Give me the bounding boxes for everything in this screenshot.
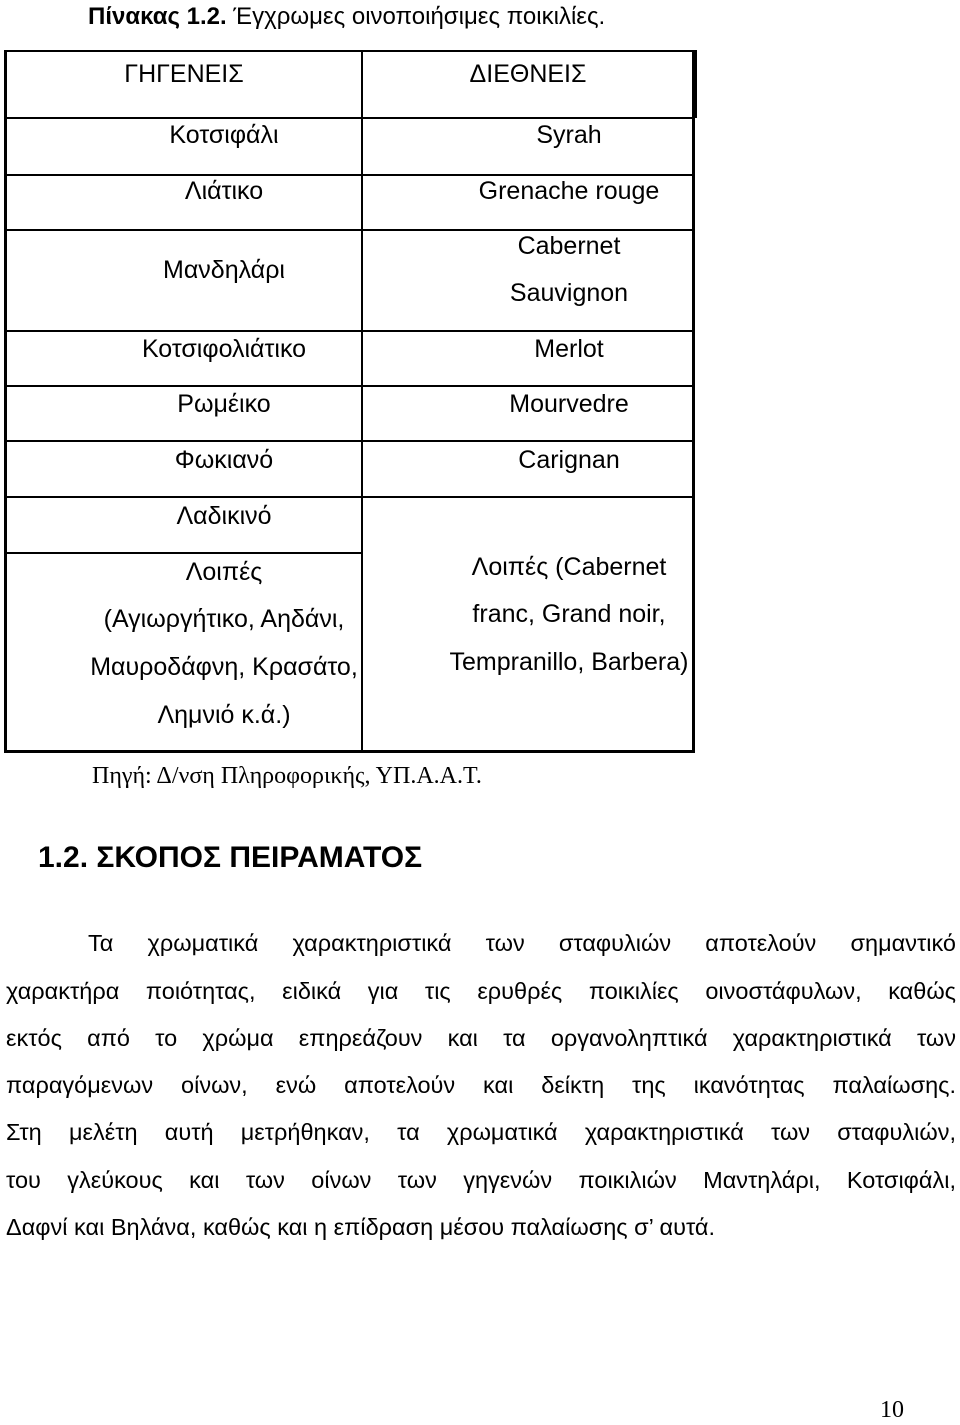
column-header-international: ΔΙΕΘΝΕΙΣ xyxy=(469,60,587,88)
table-row-divider xyxy=(361,496,695,498)
international-variety: Grenache rouge xyxy=(478,177,660,205)
native-variety: Κοτσιφάλι xyxy=(169,121,279,149)
native-variety: Λοιπές xyxy=(185,558,263,586)
column-header-native: ΓΗΓΕΝΕΙΣ xyxy=(124,60,244,88)
native-variety: Μαυροδάφνη, Κρασάτο, xyxy=(90,653,358,681)
paragraph-line: παραγόμενων οίνων, ενώ αποτελούν και δείκτη της ικανότητας παλαίωσης. xyxy=(6,1072,956,1098)
international-variety: Syrah xyxy=(536,121,602,149)
native-variety: (Αγιωργήτικο, Αηδάνι, xyxy=(103,605,345,633)
paragraph-line: Δαφνί και Βηλάνα, καθώς και η επίδραση μέσου παλαίωσης σ’ αυτά. xyxy=(6,1214,716,1240)
page-number: 10 xyxy=(880,1397,904,1423)
table-border-left xyxy=(4,50,7,752)
table-caption-text: Έγχρωμες οινοποιήσιμες ποικιλίες. xyxy=(233,3,606,30)
paragraph-line: Στη μελέτη αυτή μετρήθηκαν, τα χρωματικά χαρακτηριστικά των σταφυλιών, xyxy=(6,1119,956,1145)
native-variety: Λαδικινό xyxy=(176,502,272,530)
international-variety: Sauvignon xyxy=(509,279,629,307)
international-variety: Carignan xyxy=(518,446,620,474)
native-variety: Ρωμέικο xyxy=(177,390,271,418)
international-variety: Mourvedre xyxy=(509,390,629,418)
paragraph-line: χαρακτήρα ποιότητας, ειδικά για τις ερυθρές ποικιλίες οινοστάφυλων, καθώς xyxy=(6,978,956,1004)
international-variety: Tempranillo, Barbera) xyxy=(449,648,689,676)
paragraph-line: Τα χρωματικά χαρακτηριστικά των σταφυλιών αποτελούν σημαντικό xyxy=(88,930,956,956)
international-variety: franc, Grand noir, xyxy=(472,600,666,628)
international-variety: Merlot xyxy=(534,335,604,363)
paragraph-line: εκτός από το χρώμα επηρεάζουν και τα οργανοληπτικά χαρακτηριστικά των xyxy=(6,1025,956,1051)
table-source: Πηγή: Δ/νση Πληροφορικής, ΥΠ.Α.Α.Τ. xyxy=(92,763,482,789)
native-variety: Μανδηλάρι xyxy=(163,256,285,284)
native-variety: Λιάτικο xyxy=(184,177,264,205)
table-caption-number: Πίνακας 1.2. xyxy=(88,3,227,30)
native-variety: Κοτσιφολιάτικο xyxy=(141,335,307,363)
section-heading: 1.2. ΣΚΟΠΟΣ ΠΕΙΡΑΜΑΤΟΣ xyxy=(38,841,423,874)
native-variety: Φωκιανό xyxy=(174,446,274,474)
international-variety: Λοιπές (Cabernet xyxy=(471,553,667,581)
international-variety: Cabernet xyxy=(517,232,621,260)
table-border-bottom xyxy=(4,750,695,753)
native-variety: Λημνιό κ.ά.) xyxy=(157,701,291,729)
paragraph-line: του γλεύκους και των οίνων των γηγενών ποικιλιών Μαντηλάρι, Κοτσιφάλι, xyxy=(6,1167,956,1193)
